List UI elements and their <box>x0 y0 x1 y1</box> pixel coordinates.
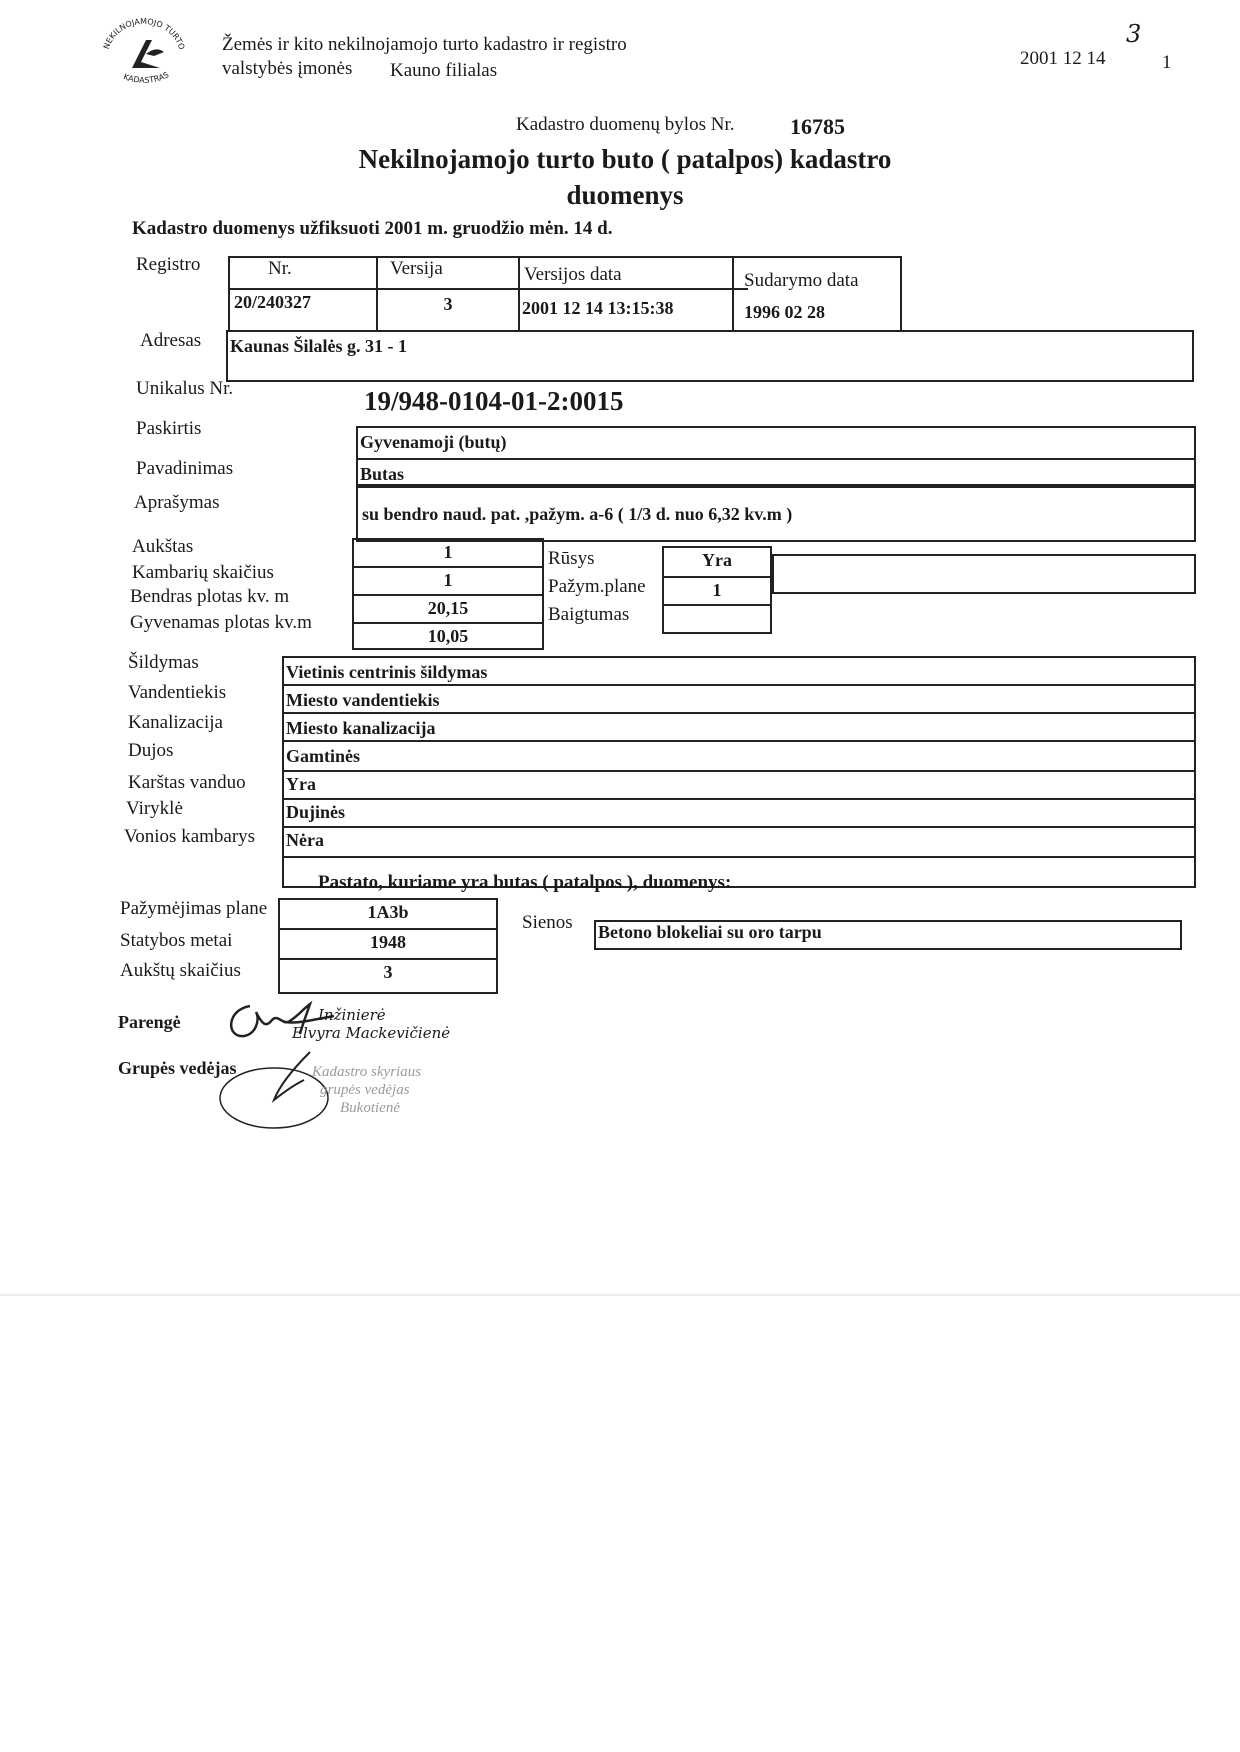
handwritten-page-mark: 3 <box>1126 20 1142 48</box>
plan-mark-value: 1 <box>712 580 722 600</box>
registry-header-divider <box>228 288 748 290</box>
building-year-value: 1948 <box>370 932 406 952</box>
purpose-value: Gyvenamoji (butų) <box>360 432 507 452</box>
building-plan-mark-value: 1A3b <box>367 902 409 922</box>
description-value: su bendro naud. pat. ,pažym. a-6 ( 1/3 d. nuo 6,32 kv.m ) <box>362 504 793 524</box>
gas-value: Gamtinės <box>286 746 360 766</box>
document-title: Nekilnojamojo turto buto ( patalpos) kadastro <box>358 144 892 174</box>
water-supply-label: Vandentiekis <box>128 682 227 703</box>
page-number: 1 <box>1162 52 1172 73</box>
address-label: Adresas <box>140 330 202 351</box>
stamp-line-1: Kadastro skyriaus <box>312 1064 422 1080</box>
heating-label: Šildymas <box>128 652 199 673</box>
org-line-2b: Kauno filialas <box>390 60 498 81</box>
registry-nr: 20/240327 <box>234 292 312 312</box>
purpose-label: Paskirtis <box>136 418 202 439</box>
plan-mark-label: Pažym.plane <box>548 576 646 597</box>
bathroom-label: Vonios kambarys <box>124 826 256 847</box>
prepared-role: Inžinierė <box>318 1006 386 1024</box>
gas-label: Dujos <box>128 740 174 761</box>
heating-value: Vietinis centrinis šildymas <box>286 662 488 682</box>
org-line-1: Žemės ir kito nekilnojamojo turto kadastro ir registro <box>222 34 627 55</box>
file-number: 16785 <box>790 114 845 139</box>
hot-water-label: Karštas vanduo <box>128 772 246 793</box>
scan-fold-line <box>0 1294 1240 1296</box>
building-floors-value: 3 <box>383 962 393 982</box>
svg-text:KADASTRAS: KADASTRAS <box>122 70 171 85</box>
registry-version-date: 2001 12 14 13:15:38 <box>522 298 674 318</box>
stamp-line-3: Bukotienė <box>340 1100 400 1116</box>
document-title-line-2: duomenys <box>566 180 684 210</box>
prepared-name: Elvyra Mackevičienė <box>292 1024 451 1042</box>
rooms-label: Kambarių skaičius <box>132 562 274 583</box>
stove-value: Dujinės <box>286 802 346 822</box>
floor-label: Aukštas <box>132 536 194 557</box>
cellar-label: Rūsys <box>548 548 595 569</box>
hot-water-value: Yra <box>286 774 316 794</box>
file-number-label: Kadastro duomenų bylos Nr. <box>516 114 735 135</box>
header-date: 2001 12 14 <box>1020 48 1106 69</box>
stove-label: Viryklė <box>126 798 183 819</box>
bathroom-value: Nėra <box>286 830 324 850</box>
name-label: Pavadinimas <box>136 458 234 479</box>
completion-label: Baigtumas <box>548 604 630 625</box>
recorded-line: Kadastro duomenys užfiksuoti 2001 m. gruodžio mėn. 14 d. <box>132 218 613 239</box>
registry-header-nr: Nr. <box>268 258 292 279</box>
walls-label: Sienos <box>522 912 573 933</box>
kadastras-logo-icon <box>94 16 194 88</box>
head-label: Grupės vedėjas <box>118 1058 237 1078</box>
building-plan-mark-label: Pažymėjimas plane <box>120 898 268 919</box>
registry-header-created-date: Sudarymo data <box>744 270 859 291</box>
living-area-label: Gyvenamas plotas kv.m <box>130 612 312 633</box>
side-empty-box <box>772 554 1196 594</box>
logo <box>94 16 194 88</box>
unique-nr-value: 19/948-0104-01-2:0015 <box>364 386 624 416</box>
floor-value: 1 <box>443 542 453 562</box>
total-area-label: Bendras plotas kv. m <box>130 586 290 607</box>
building-heading: Pastato, kuriame yra butas ( patalpos ), duomenys: <box>318 872 732 893</box>
sewerage-value: Miesto kanalizacija <box>286 718 436 738</box>
description-label: Aprašymas <box>134 492 220 513</box>
rooms-value: 1 <box>443 570 453 590</box>
building-year-label: Statybos metai <box>120 930 233 951</box>
living-area-value: 10,05 <box>427 626 469 646</box>
registry-version: 3 <box>443 294 453 314</box>
walls-value: Betono blokeliai su oro tarpu <box>598 922 822 942</box>
stamp-line-2: grupės vedėjas <box>320 1082 410 1098</box>
registry-header-version-date: Versijos data <box>524 264 622 285</box>
registry-created-date: 1996 02 28 <box>744 302 825 322</box>
name-value: Butas <box>360 464 405 484</box>
unique-nr-label: Unikalus Nr. <box>136 378 234 399</box>
registry-header-version: Versija <box>390 258 443 279</box>
svg-text:NEKILNOJAMOJO TURTO: NEKILNOJAMOJO TURTO <box>101 16 187 51</box>
cellar-value: Yra <box>702 550 732 570</box>
prepared-label: Parengė <box>118 1012 181 1032</box>
building-floors-label: Aukštų skaičius <box>120 960 241 981</box>
total-area-value: 20,15 <box>427 598 469 618</box>
registry-label: Registro <box>136 254 201 275</box>
sewerage-label: Kanalizacija <box>128 712 223 733</box>
address-value: Kaunas Šilalės g. 31 - 1 <box>230 336 408 356</box>
org-line-2a: valstybės įmonės <box>222 58 353 79</box>
water-supply-value: Miesto vandentiekis <box>286 690 440 710</box>
